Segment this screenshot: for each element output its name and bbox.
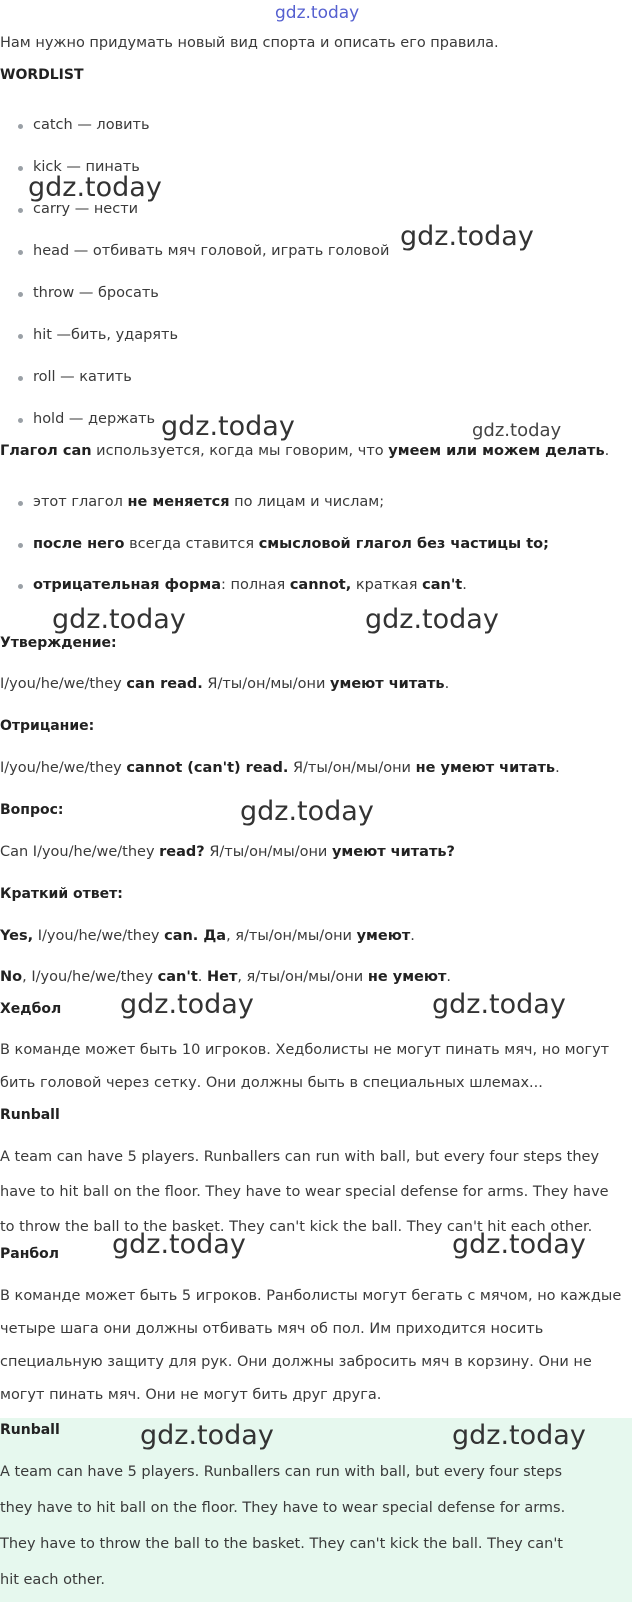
runball-highlight-line: they have to hit ball on the floor. They have to wear special defense for arms. <box>0 1500 566 1516</box>
list-item: kick — пинать <box>33 159 140 175</box>
runball-highlight-heading: Runball <box>0 1422 60 1438</box>
list-item: carry — нести <box>33 201 139 217</box>
watermark: gdz.today <box>240 796 374 827</box>
watermark: gdz.today <box>400 221 534 252</box>
can-rule: Глагол can используется, когда мы говорим, что умеем или можем делать. <box>0 443 610 459</box>
watermark: gdz.today <box>452 1229 586 1260</box>
runball-heading: Runball <box>0 1107 60 1123</box>
runball-highlight-line: They have to throw the ball to the basket. They can't kick the ball. They can't <box>0 1536 563 1552</box>
watermark: gdz.today <box>112 1229 246 1260</box>
short-answer-no: No, I/you/he/we/they can't. Нет, я/ты/он/мы/они не умеют. <box>0 969 451 985</box>
list-item: throw — бросать <box>33 285 159 301</box>
watermark: gdz.today <box>140 1420 274 1451</box>
bullet-dot <box>18 418 23 423</box>
ranbol-heading: Ранбол <box>0 1246 60 1262</box>
headball-line: В команде может быть 10 игроков. Хедболисты не могут пинать мяч, но могут <box>0 1042 610 1058</box>
list-item: head — отбивать мяч головой, играть головой <box>33 243 390 259</box>
runball-highlight-line: A team can have 5 players. Runballers can run with ball, but every four steps <box>0 1464 563 1480</box>
wordlist-heading: WORDLIST <box>0 67 84 83</box>
rule-bullet: после него всегда ставится смысловой глагол без частицы to; <box>33 536 549 552</box>
list-item: catch — ловить <box>33 117 150 133</box>
bullet-dot <box>18 376 23 381</box>
bullet-dot <box>18 292 23 297</box>
negative-example: I/you/he/we/they cannot (can't) read. Я/ты/он/мы/они не умеют читать. <box>0 760 560 776</box>
headball-heading: Хедбол <box>0 1001 62 1017</box>
top-watermark: gdz.today <box>275 3 360 23</box>
watermark: gdz.today <box>52 604 186 635</box>
runball-line: have to hit ball on the floor. They have to wear special defense for arms. They have <box>0 1184 609 1200</box>
affirmative-heading: Утверждение: <box>0 635 117 651</box>
runball-highlight-line: hit each other. <box>0 1572 105 1588</box>
runball-line: A team can have 5 players. Runballers can run with ball, but every four steps they <box>0 1149 600 1165</box>
watermark: gdz.today <box>365 604 499 635</box>
watermark: gdz.today <box>161 411 295 442</box>
bullet-dot <box>18 250 23 255</box>
rule-bullet: этот глагол не меняется по лицам и числам; <box>33 494 385 510</box>
bullet-dot <box>18 543 23 548</box>
headball-line: бить головой через сетку. Они должны быть в специальных шлемах... <box>0 1075 543 1091</box>
runball-line: to throw the ball to the basket. They can't kick the ball. They can't hit each other. <box>0 1219 593 1235</box>
list-item: hold — держать <box>33 411 156 427</box>
bullet-dot <box>18 584 23 589</box>
bullet-dot <box>18 124 23 129</box>
negative-heading: Отрицание: <box>0 718 95 734</box>
watermark: gdz.today <box>120 989 254 1020</box>
ranbol-line: В команде может быть 5 игроков. Ранболисты могут бегать с мячом, но каждые <box>0 1288 622 1304</box>
watermark: gdz.today <box>452 1420 586 1451</box>
bullet-dot <box>18 501 23 506</box>
question-example: Can I/you/he/we/they read? Я/ты/он/мы/они умеют читать? <box>0 844 455 860</box>
ranbol-line: специальную защиту для рук. Они должны забросить мяч в корзину. Они не <box>0 1354 592 1370</box>
short-answer-heading: Краткий ответ: <box>0 886 123 902</box>
question-heading: Вопрос: <box>0 802 64 818</box>
intro-text: Нам нужно придумать новый вид спорта и описать его правила. <box>0 35 499 51</box>
bullet-dot <box>18 208 23 213</box>
short-answer-yes: Yes, I/you/he/we/they can. Да, я/ты/он/мы/они умеют. <box>0 928 415 944</box>
bullet-dot <box>18 166 23 171</box>
watermark: gdz.today <box>28 172 162 203</box>
list-item: roll — катить <box>33 369 132 385</box>
ranbol-line: четыре шага они должны отбивать мяч об пол. Им приходится носить <box>0 1321 544 1337</box>
ranbol-line: могут пинать мяч. Они не могут бить друг друга. <box>0 1387 382 1403</box>
list-item: hit —бить, ударять <box>33 327 178 343</box>
affirmative-example: I/you/he/we/they can read. Я/ты/он/мы/они умеют читать. <box>0 676 450 692</box>
watermark: gdz.today <box>432 989 566 1020</box>
watermark: gdz.today <box>472 420 562 441</box>
bullet-dot <box>18 334 23 339</box>
rule-bullet: отрицательная форма: полная cannot, краткая can't. <box>33 577 467 593</box>
